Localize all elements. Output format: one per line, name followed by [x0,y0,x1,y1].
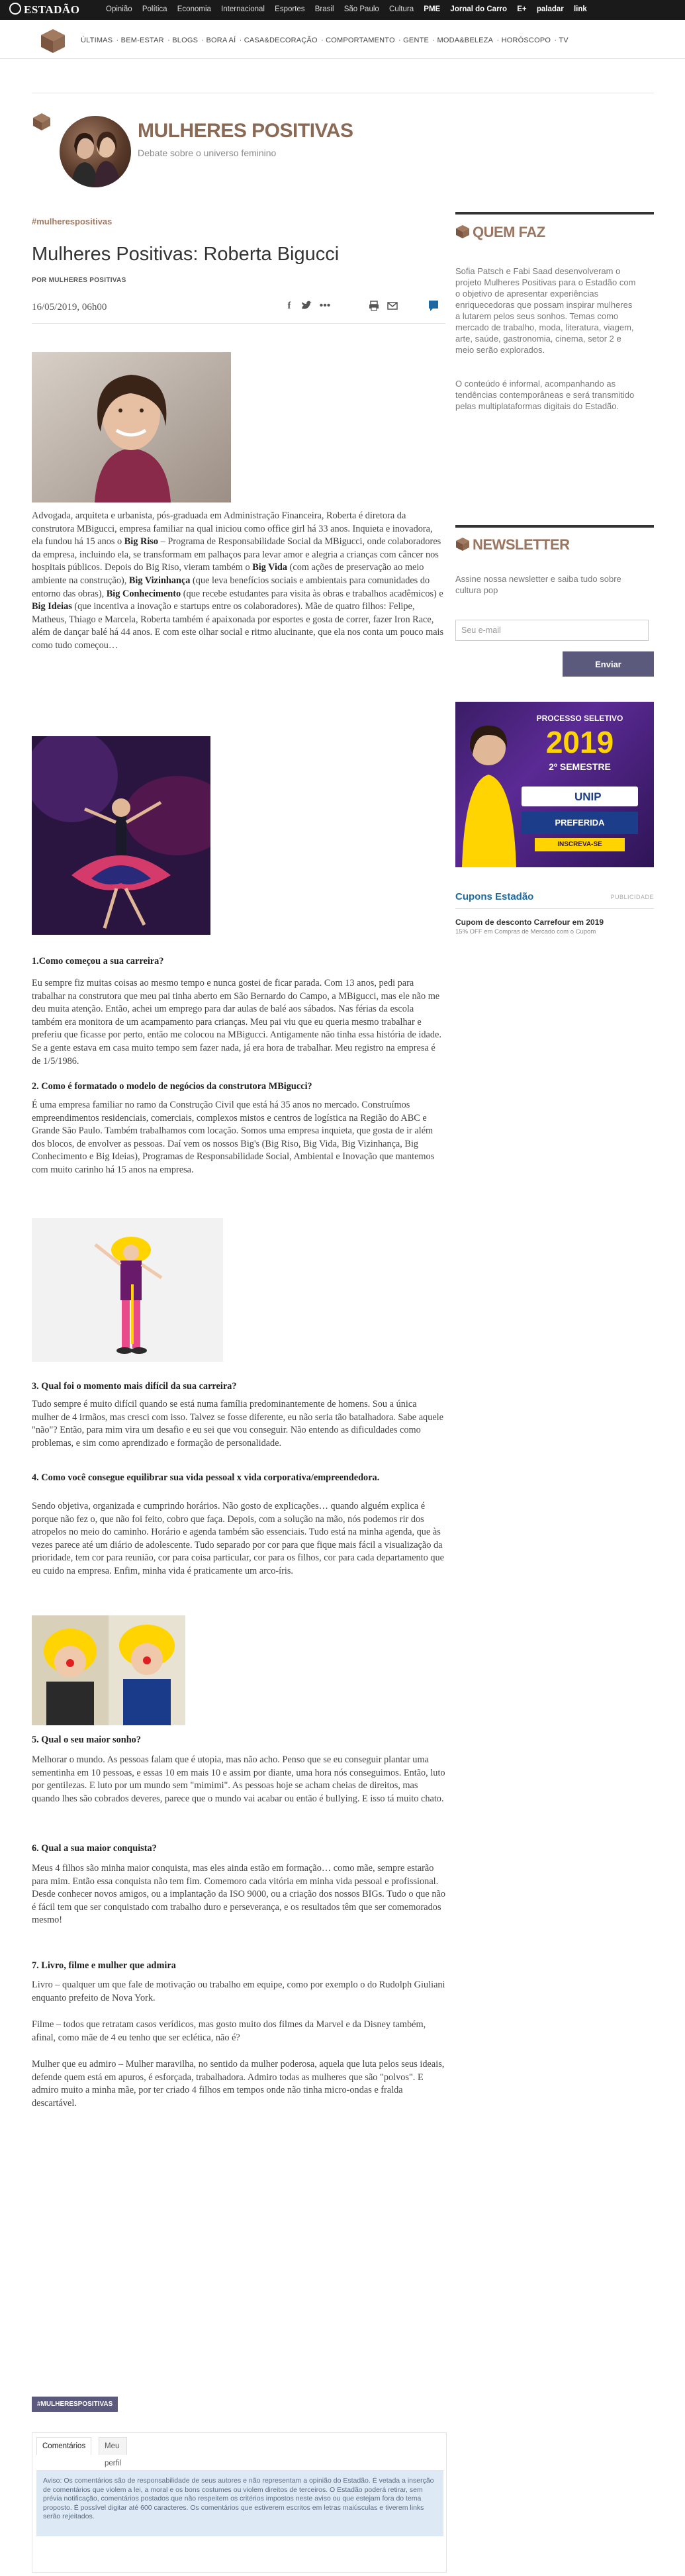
nav-esportes[interactable]: Esportes [275,5,305,13]
subnav-bora-ai[interactable]: BORA AÍ [206,36,236,44]
cupons-ad-label: PUBLICIDADE [610,894,654,900]
subnav-bem-estar[interactable]: BEM-ESTAR [120,36,164,44]
section-nav [106,5,595,13]
cupons-item-sub: 15% OFF em Compras de Mercado com o Cupom [455,928,596,935]
subnav-gente[interactable]: GENTE [403,36,430,44]
nav-cultura[interactable]: Cultura [389,5,414,13]
sub-nav-links: ÚLTIMAS · BEM-ESTAR · BLOGS · BORA AÍ · CASA&DECORAÇÃO · COMPORTAMENTO · GENTE · MODA&BELEZA · HORÓSCOPO · TV [81,36,569,44]
nav-e-mais[interactable]: E+ [517,5,527,13]
newsletter-email-input[interactable]: Seu e-mail [455,620,649,641]
subnav-ultimas[interactable]: ÚLTIMAS [81,36,113,44]
clown-photo [32,1218,223,1362]
newsletter-text: Assine nossa newsletter e saiba tudo sobre cultura pop [455,574,621,595]
answer-7-film: Filme – todos que retratam casos verídicos, mas gosto muito dos filmes da Marvel e da Disney também, afinal, como mãe de 4 eu tenho que ser eclética, não é? [32,2019,426,2043]
ballet-photo [32,736,210,935]
nav-politica[interactable]: Política [142,5,167,13]
nav-pme[interactable]: PME [424,5,441,13]
ad-unip-logo: UNIP [522,787,638,806]
question-6: 6. Qual a sua maior conquista? [32,1843,157,1854]
roberta-portrait-photo [32,352,231,502]
cupons-divider [455,908,654,909]
blog-avatar[interactable] [60,116,131,187]
blog-name[interactable]: MULHERES POSITIVAS [138,120,353,142]
clowns-pair-photo [32,1615,185,1725]
cupons-title[interactable]: Cupons Estadão [455,891,534,902]
facebook-icon[interactable]: f [287,301,291,311]
emais-cube-icon[interactable] [38,26,68,56]
sub-nav [0,20,685,59]
cupons-item-title[interactable]: Cupom de desconto Carrefour em 2019 [455,918,604,927]
nav-sao-paulo[interactable]: São Paulo [343,5,379,13]
quem-faz-rule [455,212,654,215]
article-byline: POR MULHERES POSITIVAS [32,277,126,284]
estadao-logo[interactable]: ESTADÃO [9,3,79,17]
nav-brasil[interactable]: Brasil [314,5,334,13]
answer-1: Eu sempre fiz muitas coisas ao mesmo tempo e nunca gostei de ficar parada. Com 13 anos, pedi para trabalhar na construtora que meu pai tinha aberto em São Bernardo do Campo, a MBigucci, mas ele não me deu muita atenção. Então, achei um emprego para dar aulas de balé aos sábados. Nas férias da escola também era monitora de um acampamento para crianças. Meu pai viu que eu queria mesmo trabalhar e preferiu que ficasse por perto, então me colocou na MBigucci. Antigamente não tinha essa história de idade. Se a gente estava em casa muito tempo sem fazer nada, já era hora de trabalhar. Meu registro na empresa é de 1/5/1986. [32,978,441,1067]
tab-meu-perfil[interactable]: Meu perfil [99,2437,127,2455]
blog-header [32,93,654,199]
ad-line-2: 2º SEMESTRE [549,761,611,772]
ad-cta-button[interactable]: INSCREVA-SE [535,838,625,851]
question-3: 3. Qual foi o momento mais difícil da sua carreira? [32,1381,237,1392]
subnav-casa-decoracao[interactable]: CASA&DECORAÇÃO [244,36,318,44]
twitter-icon[interactable] [300,299,312,312]
intro-paragraph: Advogada, arquiteta e urbanista, pós-graduada em Administração Financeira, Roberta é diretora da construtora MBigucci, empresa familiar na qual iniciou como office girl há 33 anos. Inquieta e inovadora, ela fundou há 15 anos o Big Riso – Programa de Responsabilidade Social da MBigucci, onde colaboradores da empresa, incluindo ela, se transformam em palhaços para levar amor e alegria a crianças com câncer nos hospitais públicos. Depois do Big Riso, vieram também o Big Vida (com ações de preservação ao meio ambiente na construção), Big Vizinhança (que leva benefícios sociais e ambientais para comunidades do entorno das obras), Big Conhecimento (que recebe estudantes para visita às obras e trabalhos acadêmicos) e Big Ideias (que incentiva a inovação e startups entre os colaboradores). Mãe de quatro filhos: Felipe, Matheus, Thiago e Marcela, Roberta também é apaixonada por esportes e gosta de correr, fazer Iron Race, além de dançar balé há 44 anos. E com este olhar social e ritmo alucinante, que ela nos conta um pouco mais como tudo começou… [32,510,444,651]
subnav-tv[interactable]: TV [559,36,569,44]
nav-paladar[interactable]: paladar [536,5,564,13]
answer-5: Melhorar o mundo. As pessoas falam que é utopia, mas não acho. Penso que se eu conseguir plantar uma sementinha em 10 pessoas, e essas 10 em mais 10 e assim por diante, uma hora nós conseguimos. Então, luto por gentilezas. E luto por um mundo sem "mimimi". As pessoas hoje se acham cheias de direitos, mas quando lhes são cobrados deveres, parece que o mundo vai acabar ou então é bullying. E isso tá muito chato. [32,1754,445,1804]
estadao-mark-icon [9,3,21,15]
ad-line-1: PROCESSO SELETIVO [536,714,623,723]
quem-faz-title: QUEM FAZ [455,224,545,241]
subnav-comportamento[interactable]: COMPORTAMENTO [326,36,395,44]
article-hashtag[interactable]: #mulherespositivas [32,216,113,226]
article-tag[interactable]: #MULHERESPOSITIVAS [32,2397,118,2412]
nav-link[interactable]: link [573,5,587,13]
newsletter-cube-icon [455,537,470,551]
top-bar [0,0,685,20]
answer-7-book: Livro – qualquer um que fale de motivação ou trabalho em equipe, como por exemplo o do Rudolph Giuliani enquanto prefeito de Nova York. [32,1980,445,2003]
article-divider [32,323,445,324]
article-date: 16/05/2019, 06h00 [32,302,107,312]
ad-content [515,714,645,854]
nav-jornal-do-carro[interactable]: Jornal do Carro [450,5,508,13]
newsletter-rule [455,525,654,528]
answer-3: Tudo sempre é muito difícil quando se está numa família predominantemente de homens. Sou a única mulher de 4 irmãos, mas cresci com isso. Talvez se fosse diferente, eu não seria tão batalhadora. Sabe aquele "não"? Então, para mim vira um desafio e eu sei que vou conseguir. Não entendo as dificuldades como problemas, e sim como aprendizado e formação de personalidade. [32,1399,444,1449]
answer-6: Meus 4 filhos são minha maior conquista, mas eles ainda estão em formação… como mãe, sempre estarão para mim. Então essa conquista não tem fim. Comemoro cada vitória em minha vida pessoal e profissional. Desde conhecer novos amigos, ou a implantação da ISO 9000, ou a criação dos nossos BIGs. Tudo o que não é fácil tem que ser conquistado com trabalho duro e perseverança, e os resultados têm que ser comemorados mesmo! [32,1863,445,1926]
nav-internacional[interactable]: Internacional [221,5,265,13]
print-icon[interactable] [368,299,380,312]
ad-figure-image [455,702,522,867]
quem-faz-text-1: Sofia Patsch e Fabi Saad desenvolveram o projeto Mulheres Positivas para o Estadão com o objetivo de apresentar experiências enriquecedoras que possam inspirar mulheres a lutarem pelos seus sonhos. Temas como mercado de trabalho, moda, literatura, viagem, arte, saúde, gastronomia, cinema, setor 2 e meio serão explorados. [455,266,636,355]
subnav-horoscopo[interactable]: HORÓSCOPO [501,36,551,44]
subnav-blogs[interactable]: BLOGS [172,36,199,44]
more-share-icon[interactable]: ••• [319,300,331,311]
ad-badge: PREFERIDA [522,812,638,834]
comments-section [32,2432,447,2573]
quem-faz-cube-icon [455,224,470,239]
answer-4: Sendo objetiva, organizada e cumprindo horários. Não gosto de explicações… quando alguém explica é porque não fez o, que não foi feito, cobro que faça. Depois, com a solução na mão, nós podemos rir dos atropelos no meio do caminho. Horário e agenda também são essenciais. Tudo está na minha agenda, que às vezes parece até um diário de adolescente. Tudo separado por cor para que fique mais fácil a visualização da prioridade, tem cor para reunião, cor para coisa particular, cor para os filhos, cor para cada departamento que eu cuido na empresa. Enfim, minha vida é praticamente um arco-íris. [32,1501,445,1576]
blog-cube-icon [32,112,52,132]
tab-comentarios[interactable]: Comentários [36,2437,91,2455]
comments-notice: Aviso: Os comentários são de responsabilidade de seus autores e não representam a opinião do Estadão. É vetada a inserção de comentários que violem a lei, a moral e os bons costumes ou violem direitos de terceiros. O Estadão poderá retirar, sem prévia notificação, comentários postados que não respeitem os critérios impostos neste aviso ou que estejam fora do tema proposto. É possível digitar até 600 caracteres. Os comentários que estiverem escritos em letras maiúsculas e tiverem links serão rejeitados. [36,2470,443,2536]
nav-opiniao[interactable]: Opinião [106,5,132,13]
unip-ad-banner[interactable] [455,702,654,867]
question-7: 7. Livro, filme e mulher que admira [32,1960,176,1971]
newsletter-title: NEWSLETTER [455,536,570,553]
question-4: 4. Como você consegue equilibrar sua vida pessoal x vida corporativa/empreendedora. [32,1472,380,1483]
answer-7-woman: Mulher que eu admiro – Mulher maravilha, no sentido da mulher poderosa, aquela que luta pelos seus ideais, defende quem está em apuros, é esforçada, trabalhadora. Admiro todas as mulheres que são "polvos". E admiro muito a minha mãe, por ter criado 4 filhos em tempos onde não tinha micro-ondas e fralda descartável. [32,2059,445,2109]
newsletter-submit-button[interactable]: Enviar [563,651,654,677]
question-5: 5. Qual o seu maior sonho? [32,1735,141,1745]
comment-icon[interactable] [428,299,439,312]
question-1: 1.Como começou a sua carreira? [32,956,164,967]
article-title: Mulheres Positivas: Roberta Bigucci [32,244,340,265]
ad-year: 2019 [545,725,614,759]
email-share-icon[interactable] [387,299,398,312]
quem-faz-text-2: O conteúdo é informal, acompanhando as tendências contemporâneas e será transmitido pelas multiplataformas digitais do Estadão. [455,379,635,411]
question-2: 2. Como é formatado o modelo de negócios da construtora MBigucci? [32,1081,312,1092]
answer-2: É uma empresa familiar no ramo da Construção Civil que está há 35 anos no mercado. Construímos empreendimentos residenciais, comerciais, complexos mistos e centros de logística na Região do ABC e Grande São Paulo. Também trabalhamos com locação. Somos uma empresa inquieta, que gosta de ir além dos blocos, de envolver as pessoas. Daí vem os nossos Big's (Big Riso, Big Vida, Big Vizinhança, Big Conhecimento e Big Ideias), Programas de Responsabilidade Social, Ambiental e Inovação que mantemos com muito carinho há 15 anos na empresa. [32,1100,435,1175]
subnav-moda-beleza[interactable]: MODA&BELEZA [437,36,494,44]
blog-tagline: Debate sobre o universo feminino [138,148,277,158]
nav-economia[interactable]: Economia [177,5,211,13]
